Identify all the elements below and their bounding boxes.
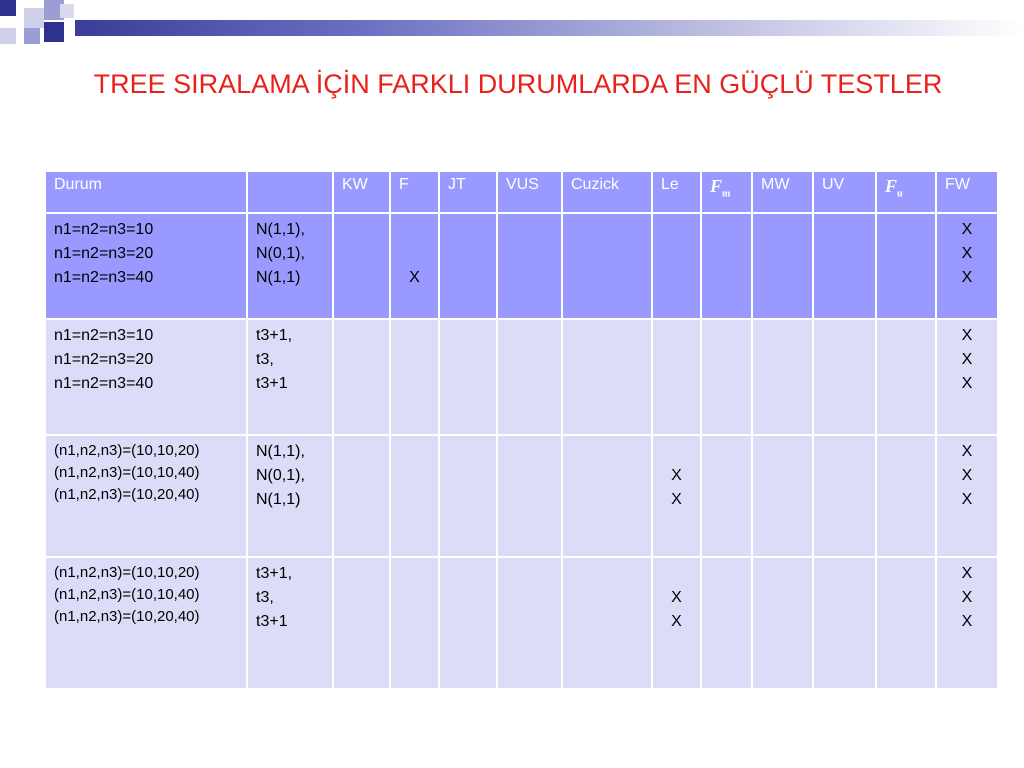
cell-vus xyxy=(497,557,562,689)
col-header-blank xyxy=(247,171,333,213)
cell-vus xyxy=(497,213,562,319)
col-header-f-u xyxy=(876,171,936,213)
cell-durum: (n1,n2,n3)=(10,10,20) (n1,n2,n3)=(10,10,40) (n1,n2,n3)=(10,20,40) xyxy=(45,557,247,689)
cell-vus xyxy=(497,319,562,435)
table-row xyxy=(45,319,998,435)
cell-mw xyxy=(752,213,813,319)
cell-cuzick xyxy=(562,557,652,689)
decor-square xyxy=(0,0,16,16)
cell-uv xyxy=(813,213,876,319)
cell-f-m xyxy=(701,435,752,557)
cell-le xyxy=(652,213,701,319)
cell-jt xyxy=(439,557,497,689)
col-header-vus: VUS xyxy=(497,171,562,213)
cell-f-u xyxy=(876,213,936,319)
cell-f xyxy=(390,435,439,557)
cell-vus xyxy=(497,435,562,557)
table-row xyxy=(45,557,998,689)
col-header-fw: FW xyxy=(936,171,998,213)
cell-le xyxy=(652,319,701,435)
cell-durum: n1=n2=n3=10 n1=n2=n3=20 n1=n2=n3=40 xyxy=(45,319,247,435)
cell-distribution: N(1,1), N(0,1), N(1,1) xyxy=(247,435,333,557)
cell-f-m xyxy=(701,213,752,319)
cell-le: X X xyxy=(652,435,701,557)
cell-f-u xyxy=(876,319,936,435)
decor-square xyxy=(60,4,74,18)
table-header-row xyxy=(45,171,998,213)
cell-uv xyxy=(813,557,876,689)
table-row xyxy=(45,213,998,319)
cell-mw xyxy=(752,557,813,689)
cell-kw xyxy=(333,557,390,689)
col-header-f-m xyxy=(701,171,752,213)
cell-distribution: t3+1, t3, t3+1 xyxy=(247,557,333,689)
cell-kw xyxy=(333,319,390,435)
cell-f-m xyxy=(701,319,752,435)
cell-fw: X X X xyxy=(936,557,998,689)
cell-kw xyxy=(333,435,390,557)
cell-cuzick xyxy=(562,319,652,435)
top-gradient-bar xyxy=(75,20,1024,36)
decor-square xyxy=(0,28,16,44)
cell-jt xyxy=(439,319,497,435)
col-header-durum: Durum xyxy=(45,171,247,213)
cell-distribution: t3+1, t3, t3+1 xyxy=(247,319,333,435)
cell-durum: (n1,n2,n3)=(10,10,20) (n1,n2,n3)=(10,10,40) (n1,n2,n3)=(10,20,40) xyxy=(45,435,247,557)
cell-mw xyxy=(752,435,813,557)
col-header-jt: JT xyxy=(439,171,497,213)
cell-jt xyxy=(439,213,497,319)
col-header-uv: UV xyxy=(813,171,876,213)
decor-square xyxy=(24,8,44,28)
cell-fw: X X X xyxy=(936,213,998,319)
col-header-kw: KW xyxy=(333,171,390,213)
cell-mw xyxy=(752,319,813,435)
cell-jt xyxy=(439,435,497,557)
slide-title: TREE SIRALAMA İÇİN FARKLI DURUMLARDA EN GÜÇLÜ TESTLER xyxy=(93,69,943,99)
decor-square xyxy=(24,28,40,44)
col-header-f: F xyxy=(390,171,439,213)
col-header-mw: MW xyxy=(752,171,813,213)
cell-f-u xyxy=(876,557,936,689)
cell-le: X X xyxy=(652,557,701,689)
cell-fw: X X X xyxy=(936,435,998,557)
cell-f-m xyxy=(701,557,752,689)
cell-f xyxy=(390,557,439,689)
col-header-cuzick: Cuzick xyxy=(562,171,652,213)
cell-cuzick xyxy=(562,213,652,319)
cell-durum: n1=n2=n3=10 n1=n2=n3=20 n1=n2=n3=40 xyxy=(45,213,247,319)
f-u-formula-icon: $F_u$ xyxy=(885,176,903,200)
cell-fw: X X X xyxy=(936,319,998,435)
cell-f: X xyxy=(390,213,439,319)
results-table xyxy=(44,170,999,690)
cell-cuzick xyxy=(562,435,652,557)
cell-uv xyxy=(813,319,876,435)
cell-f xyxy=(390,319,439,435)
cell-uv xyxy=(813,435,876,557)
decor-square xyxy=(44,22,64,42)
cell-f-u xyxy=(876,435,936,557)
f-m-formula-icon: $F_m$ xyxy=(710,176,731,200)
col-header-le: Le xyxy=(652,171,701,213)
cell-distribution: N(1,1), N(0,1), N(1,1) xyxy=(247,213,333,319)
table-row xyxy=(45,435,998,557)
cell-kw xyxy=(333,213,390,319)
